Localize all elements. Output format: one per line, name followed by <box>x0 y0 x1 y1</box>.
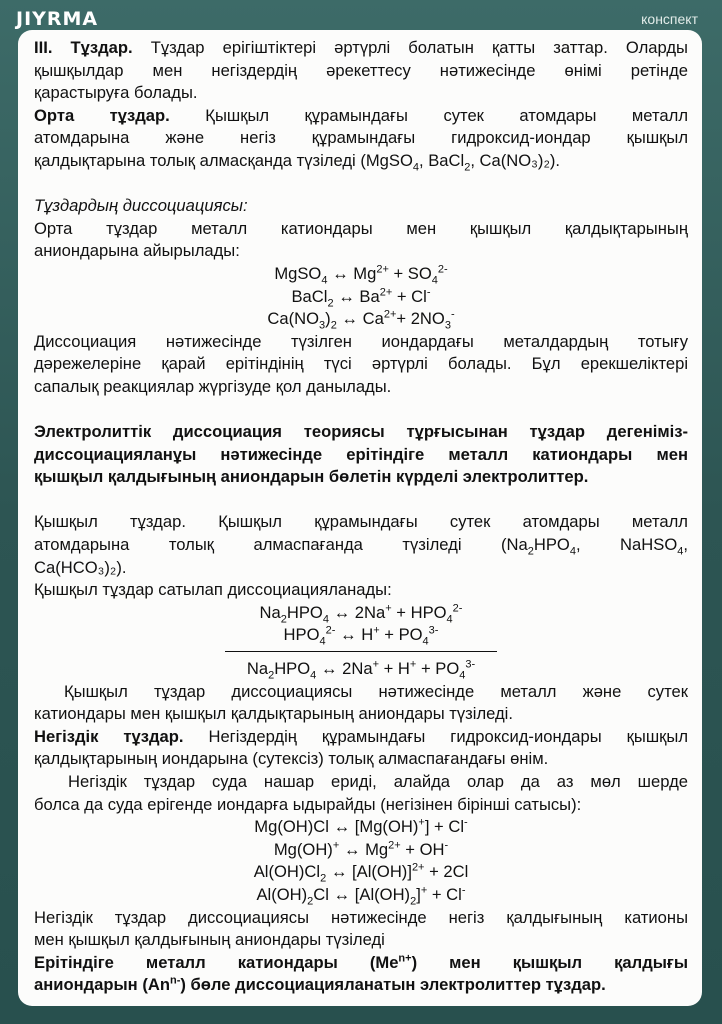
eq-part: + PO <box>416 659 460 679</box>
eq-part: Na <box>246 659 269 679</box>
subscript: 4 <box>677 545 684 558</box>
eq-part: ↔ Mg <box>327 263 377 283</box>
subscript: 2 <box>268 669 275 682</box>
equation <box>34 286 688 309</box>
theory-line: Электролиттік диссоциация теориясы тұрғысынан тұздар дегеніміз- <box>34 422 688 442</box>
definition-line <box>34 952 688 975</box>
paragraph-line: Қышқыл тұздар. Қышқыл құрамындағы сутек атомдары металл <box>34 512 688 532</box>
text-span: аниондарын (An <box>34 975 170 995</box>
eq-part: ↔ [Al(OH)] <box>326 862 412 882</box>
paragraph-line <box>34 534 688 557</box>
text-span: Ерітіндіге металл катиондары (Me <box>34 952 399 972</box>
paragraph-intro-line <box>34 37 688 60</box>
eq-part: + HPO <box>391 602 447 622</box>
eq-part: ↔ Ca <box>336 309 384 329</box>
subscript: 4 <box>322 613 329 626</box>
equation <box>34 816 688 839</box>
equation <box>34 263 688 286</box>
subheading: Негіздік тұздар. <box>34 726 184 746</box>
equation <box>34 861 688 884</box>
superscript: 2- <box>437 263 448 276</box>
text-span: Тұздар ерігіштіктері әртүрлі болатын қатты заттар. Оларды <box>132 38 688 57</box>
text-span: Негіздердің құрамындағы гидроксид-иондары қышқыл <box>183 726 688 746</box>
superscript: 2- <box>452 602 463 615</box>
superscript: + <box>418 816 425 829</box>
paragraph-line: Қышқыл тұздар диссоциациясы нәтижесінде металл және сутек <box>64 681 688 701</box>
eq-part: ↔ 2Na <box>328 602 386 622</box>
subscript: 2 <box>307 895 314 908</box>
definition-line <box>34 974 688 997</box>
superscript: 3- <box>428 624 439 637</box>
superscript: 2- <box>325 624 336 637</box>
eq-part: ↔ H <box>335 625 374 645</box>
paragraph-line: сапалық реакциялар жүргізуде қол данылады. <box>34 376 392 396</box>
subscript: 4 <box>569 545 576 558</box>
subscript: 2 <box>280 613 287 626</box>
eq-part: + H <box>379 659 410 679</box>
subscript: 3 <box>444 319 451 332</box>
subscript: 4 <box>459 669 466 682</box>
subscript: 2 <box>327 296 334 309</box>
paragraph-line: аниондарына айырылады: <box>34 241 240 261</box>
paragraph-line <box>34 150 688 173</box>
subscript: 2 <box>464 161 471 174</box>
subscript: 4 <box>431 274 438 287</box>
paragraph-line: Ca(HCO₃)₂). <box>34 557 127 577</box>
italic-subheading: Тұздардың диссоциациясы: <box>34 196 248 216</box>
eq-part: + 2NO <box>396 309 445 329</box>
eq-part: Ca(NO <box>267 309 320 329</box>
superscript: - <box>444 839 449 852</box>
subscript: 2 <box>527 545 534 558</box>
eq-part: + 2Cl <box>424 862 469 882</box>
eq-part: ↔ Mg <box>339 839 389 859</box>
paragraph-line: қышқылдар мен негіздердің әрекеттесу нәтижесінде өнімі ретінде <box>34 60 688 80</box>
text-span: ) мен қышқыл қалдығы <box>411 952 688 972</box>
paragraph-line: болса да суда ерігенде иондарға ыдырайды (негізінен бірінші сатысы): <box>34 794 582 814</box>
paragraph-line: дәрежелеріне қарай ерітіндінің түсі әртүрлі болады. Бұл ерекшеліктері <box>34 354 688 374</box>
eq-part: ↔ 2Na <box>316 659 373 679</box>
subscript: 4 <box>319 635 326 648</box>
paragraph-line: Негіздік тұздар суда нашар ериді, алайда олар да аз мөл шерде <box>68 772 688 791</box>
brand-logo: JIYRMA <box>16 8 99 30</box>
eq-part: ] + Cl <box>424 817 465 837</box>
subscript: 4 <box>412 161 420 174</box>
equation <box>34 884 688 907</box>
eq-part: Na <box>259 602 281 622</box>
equation <box>34 308 688 331</box>
section-heading: III. Тұздар. <box>34 38 133 57</box>
subscript: 4 <box>321 274 328 287</box>
paragraph-line: атомдарына және негіз құрамындағы гидроксид-иондар қышқыл <box>34 128 688 148</box>
superscript: 2+ <box>411 861 425 874</box>
superscript: + <box>372 658 379 671</box>
superscript: + <box>385 602 392 615</box>
content-sheet <box>18 30 702 1006</box>
text-span: атомдарына толық алмаспағанда түзіледі (Na <box>34 535 528 555</box>
text-span: , <box>683 535 688 555</box>
superscript: + <box>409 658 417 671</box>
subscript: 2 <box>410 895 417 908</box>
eq-part: ↔ Ba <box>333 286 380 306</box>
superscript: - <box>461 884 466 897</box>
equation <box>34 839 688 862</box>
theory-line: қышқыл қалдығының аниондарын бөлетін күрделі электролиттер. <box>34 467 589 487</box>
text-span: , Ca(NO₃)₂). <box>470 150 561 170</box>
text-span: қалдықтарына толық алмасқанда түзіледі (MgSO <box>34 150 413 170</box>
paragraph-line: Негіздік тұздар диссоциациясы нәтижесінде негіз қалдығының катионы <box>34 907 688 927</box>
theory-line: диссоциацияланұы нәтижесінде ерітіндіге металл катиондары мен <box>34 444 688 464</box>
eq-part: + OH <box>400 839 445 859</box>
eq-part: + Cl <box>427 884 462 904</box>
eq-part: Mg(OH)Cl ↔ [Mg(OH) <box>254 817 419 837</box>
superscript: - <box>426 286 431 298</box>
subscript: 2 <box>320 872 327 885</box>
superscript: + <box>332 839 340 852</box>
paragraph-line <box>34 105 688 128</box>
eq-part: Al(OH) <box>256 884 308 904</box>
paragraph-line <box>34 726 688 749</box>
equation <box>34 624 688 647</box>
sum-rule <box>225 651 497 652</box>
eq-part: + SO <box>388 263 432 283</box>
text-span: HPO <box>533 535 570 555</box>
eq-part: ] <box>416 884 421 904</box>
equation <box>34 602 688 625</box>
subscript: 4 <box>310 669 317 682</box>
eq-part: HPO <box>286 602 323 622</box>
paragraph-line: Диссоциация нәтижесінде түзілген иондардағы металдардың тотығу <box>34 331 688 351</box>
section-tag: конспект <box>641 11 698 27</box>
superscript: 2+ <box>376 263 389 276</box>
eq-part: MgSO <box>274 263 322 283</box>
paragraph-line: қарастыруға болады. <box>34 83 198 103</box>
paragraph-line: Орта тұздар металл катиондары мен қышқыл қалдықтарының <box>34 218 688 238</box>
subscript: 3 <box>319 319 326 332</box>
superscript: 2+ <box>379 286 393 298</box>
document-body <box>34 37 688 997</box>
eq-part: + PO <box>379 625 423 645</box>
paragraph-line: қалдықтарының иондарына (сутексіз) толық алмаспағандағы өнім. <box>34 749 549 769</box>
superscript: - <box>450 308 455 321</box>
superscript: 2+ <box>388 839 401 852</box>
superscript: - <box>464 816 468 829</box>
subscript: 4 <box>422 635 429 648</box>
paragraph-line: Қышқыл тұздар сатылап диссоциацияланады: <box>34 580 392 600</box>
eq-part: ) <box>325 309 331 329</box>
text-span: , NaHSO <box>575 535 678 555</box>
subscript: 4 <box>446 613 453 626</box>
superscript: 3- <box>465 658 476 671</box>
eq-part: + Cl <box>392 286 427 306</box>
subscript: 2 <box>330 319 337 332</box>
eq-part: Mg(OH) <box>273 839 333 859</box>
eq-part: HPO <box>274 659 311 679</box>
text-span: ) бөле диссоциацияланатын электролиттер тұздар. <box>180 975 606 995</box>
superscript: + <box>420 884 428 897</box>
equation <box>34 658 688 681</box>
text-span: , BaCl <box>419 150 465 170</box>
subheading: Орта тұздар. <box>34 105 170 125</box>
eq-part: BaCl <box>291 286 328 306</box>
superscript: n- <box>169 974 181 987</box>
eq-part: Al(OH)Cl <box>253 862 321 882</box>
eq-part: HPO <box>283 625 320 645</box>
paragraph-line: катиондары мен қышқыл қалдықтарының аниондары түзіледі. <box>34 704 513 724</box>
superscript: + <box>373 624 380 637</box>
text-span: Қышқыл құрамындағы сутек атомдары металл <box>169 105 688 125</box>
eq-part: Cl ↔ [Al(OH) <box>313 884 411 904</box>
superscript: n+ <box>398 952 412 965</box>
paragraph-line: мен қышқыл қалдығының аниондары түзіледі <box>34 930 385 950</box>
superscript: 2+ <box>383 308 397 321</box>
